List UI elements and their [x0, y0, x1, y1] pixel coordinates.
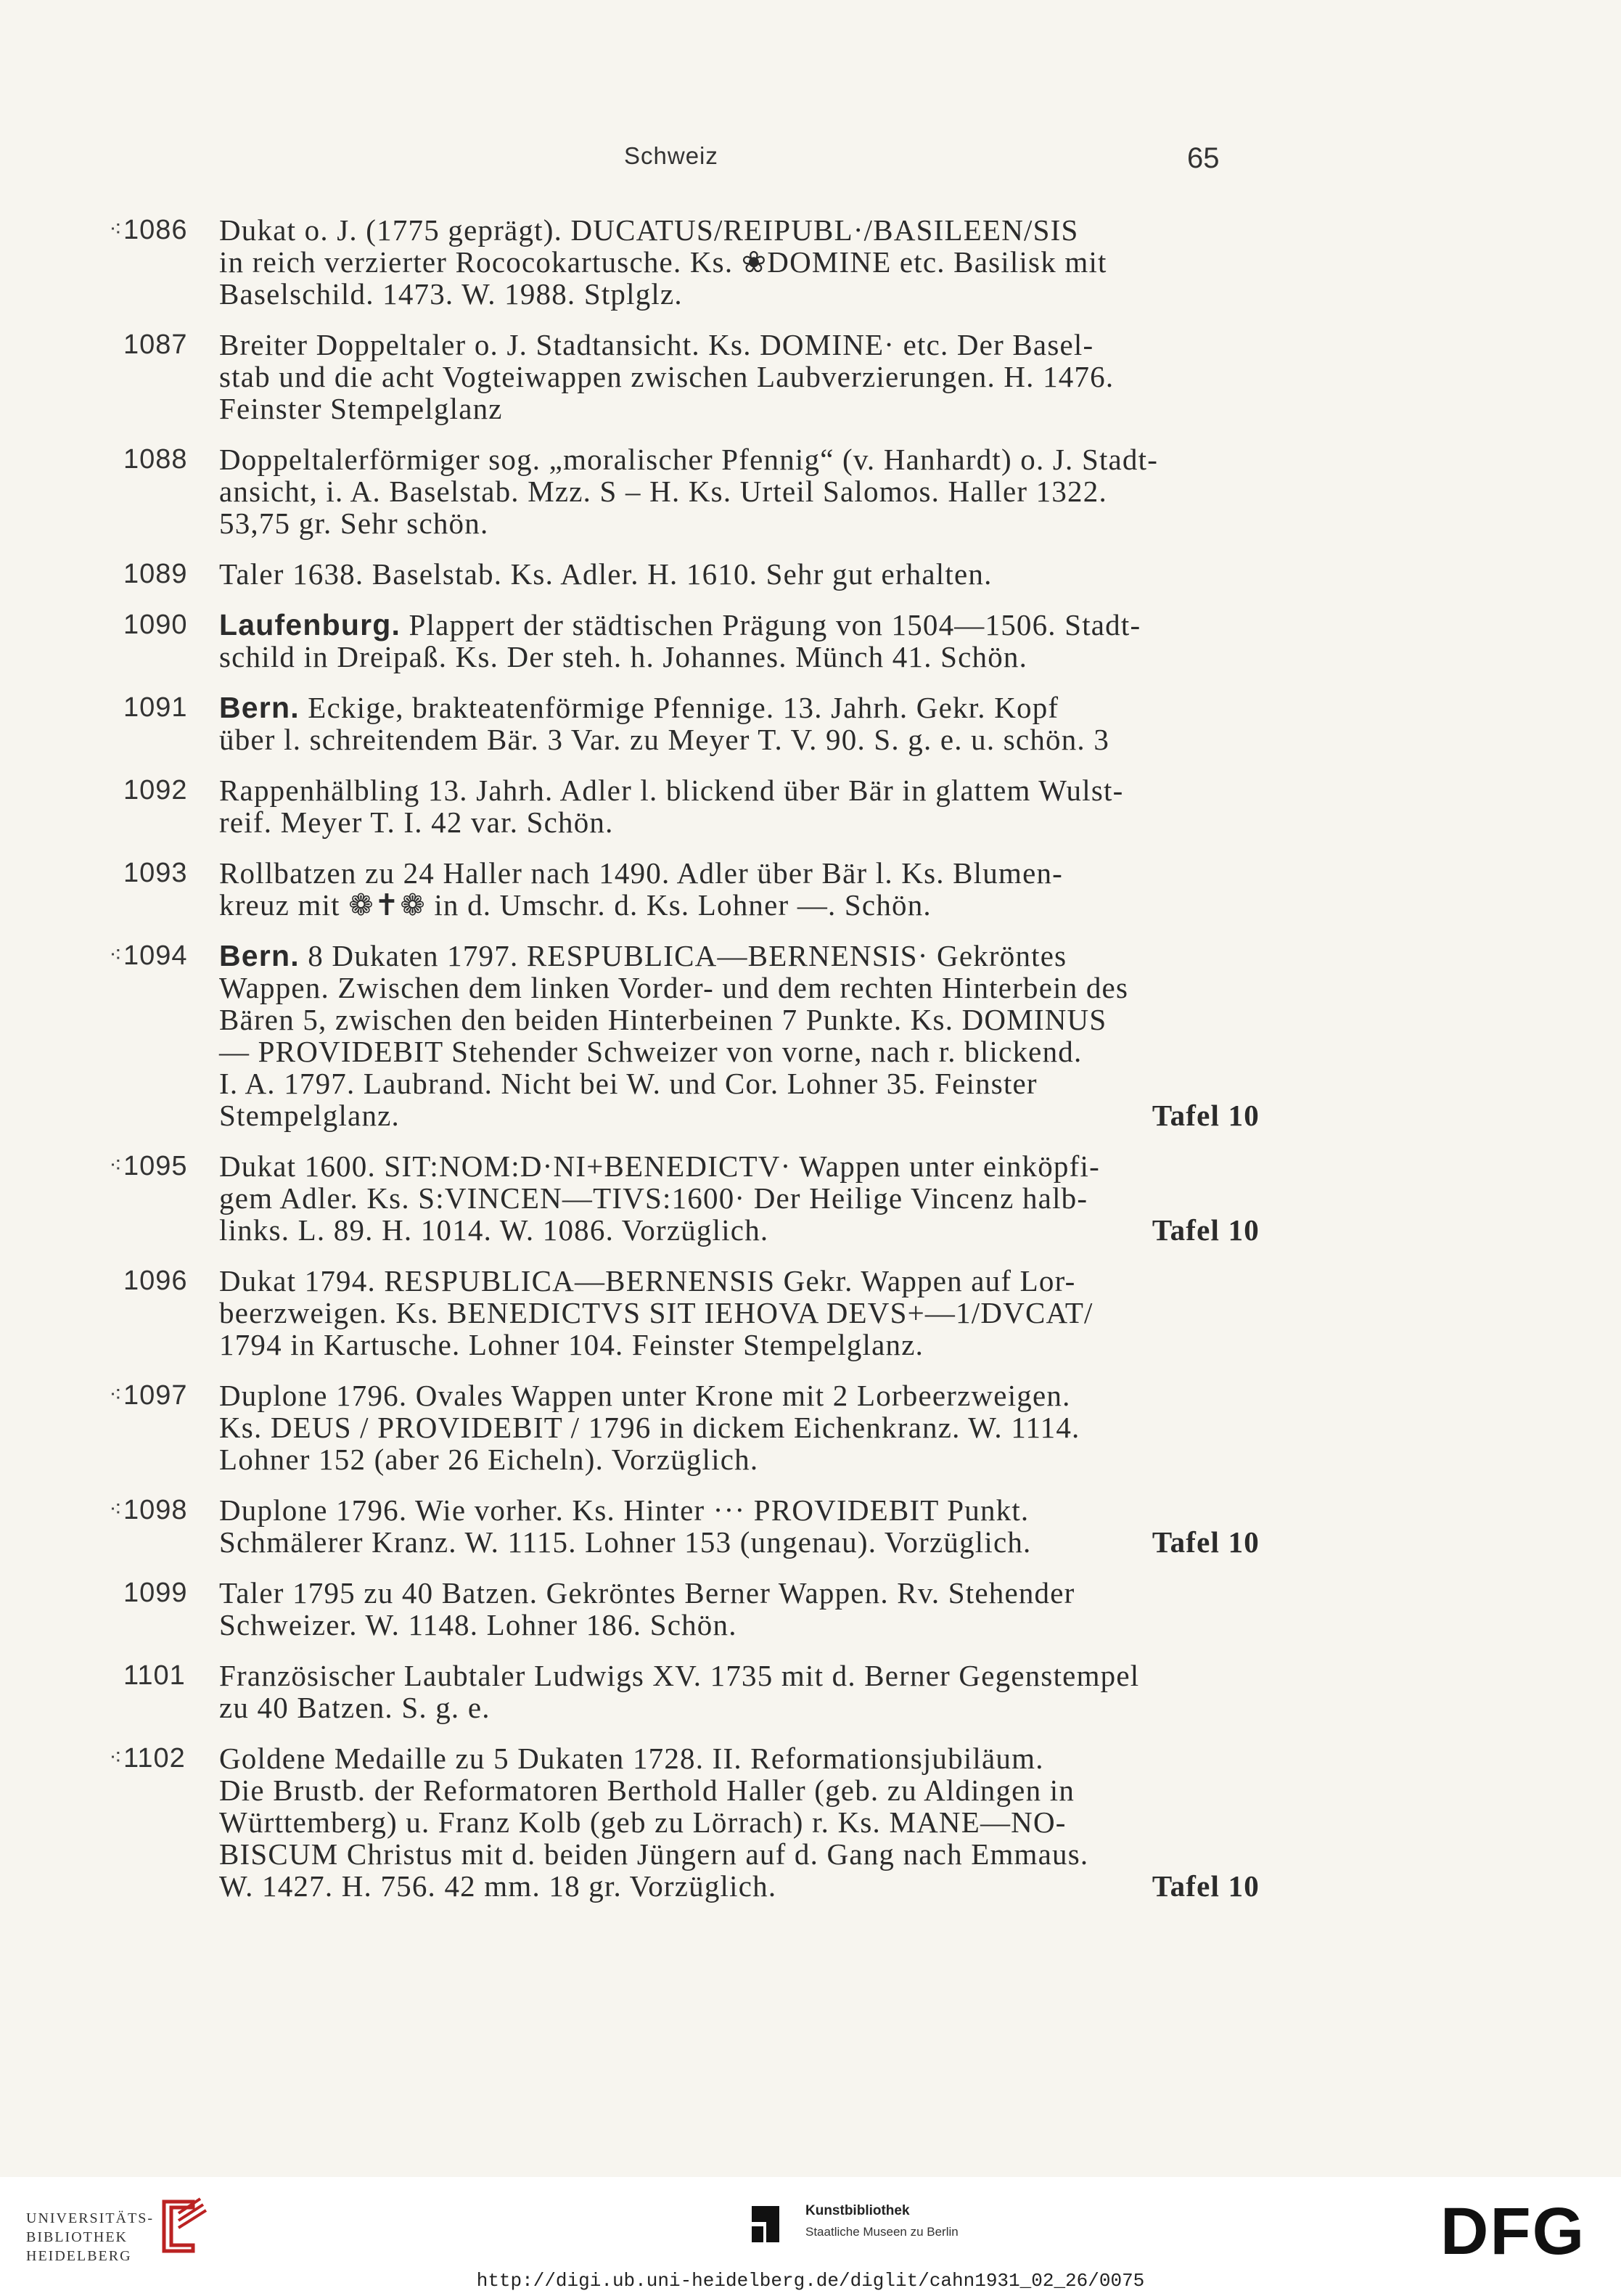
line-text: Doppeltalerförmiger sog. „moralischer Pfennig“ (v. Hanhardt) o. J. Stadt- — [219, 443, 1159, 476]
running-head: Schweiz — [624, 142, 718, 169]
ub-emblem-icon — [142, 2194, 222, 2267]
kunstbibliothek-icon — [742, 2200, 789, 2248]
line-text: Rollbatzen zu 24 Haller nach 1490. Adler über Bär l. Ks. Blumen- — [219, 856, 1064, 890]
description-line — [219, 1411, 1260, 1443]
ub-line-2: BIBLIOTHEK — [26, 2229, 128, 2245]
lot-number: 1094 — [123, 940, 188, 971]
line-text: Duplone 1796. Ovales Wappen unter Krone mit 2 Lorbeerzweigen. — [219, 1379, 1071, 1412]
line-text: I. A. 1797. Laubrand. Nicht bei W. und Cor. Lohner 35. Feinster — [219, 1067, 1038, 1100]
catalog-entry — [99, 857, 1260, 921]
lot-number: 1091 — [123, 692, 188, 723]
description-line — [219, 278, 1260, 310]
lot-number: 1098 — [123, 1495, 188, 1525]
catalog-entry — [99, 558, 1260, 590]
line-text: W. 1427. H. 756. 42 mm. 18 gr. Vorzüglich. — [219, 1869, 777, 1903]
plate-reference: Tafel 10 — [1152, 1099, 1260, 1132]
description-line — [219, 1150, 1260, 1182]
star-marker-icon — [99, 857, 123, 921]
line-text: links. L. 89. H. 1014. W. 1086. Vorzüglich. — [219, 1213, 769, 1247]
star-marker-icon — [99, 558, 123, 590]
lot-number: 1093 — [123, 858, 188, 888]
lot-number: 1090 — [123, 610, 188, 640]
place-heading: Bern. — [219, 939, 300, 972]
line-text: Schmälerer Kranz. W. 1115. Lohner 153 (ungenau). Vorzüglich. — [219, 1525, 1032, 1559]
lot-description — [219, 940, 1260, 1131]
star-marker-icon: ⁖ — [109, 218, 122, 242]
place-heading: Bern. — [219, 691, 300, 724]
star-marker-icon — [99, 1577, 123, 1641]
catalog-entry — [99, 1265, 1260, 1361]
line-text: Baselschild. 1473. W. 1988. Stplglz. — [219, 277, 683, 311]
catalog-entry — [99, 692, 1260, 755]
star-marker-icon: ⁖ — [109, 1498, 122, 1522]
description-line — [219, 214, 1260, 246]
description-line — [219, 1036, 1260, 1067]
lot-number: 1086 — [123, 215, 188, 245]
line-text: Württemberg) u. Franz Kolb (geb zu Lörrach) r. Ks. MANE—NO- — [219, 1805, 1067, 1839]
description-line — [219, 1577, 1260, 1609]
catalog-entries — [99, 214, 1260, 1921]
line-text: Schweizer. W. 1148. Lohner 186. Schön. — [219, 1608, 737, 1641]
catalog-entry — [99, 1742, 1260, 1902]
permalink-url[interactable]: http://digi.ub.uni-heidelberg.de/diglit/cahn1931_02_26/0075 — [476, 2270, 1145, 2292]
star-marker-icon: ⁖ — [109, 1154, 122, 1178]
plate-reference: Tafel 10 — [1152, 1525, 1260, 1559]
description-line — [219, 940, 1260, 972]
star-marker-icon — [99, 443, 123, 539]
line-text: ansicht, i. A. Baselstab. Mzz. S – H. Ks. Urteil Salomos. Haller 1322. — [219, 475, 1107, 508]
description-line — [219, 1182, 1260, 1214]
description-line — [219, 692, 1260, 723]
lot-number: 1099 — [123, 1578, 188, 1608]
catalog-entry — [99, 1577, 1260, 1641]
catalog-entry — [99, 1494, 1260, 1558]
description-line — [219, 1660, 1260, 1692]
ub-line-1: UNIVERSITÄTS- — [26, 2210, 154, 2226]
catalog-entry — [99, 609, 1260, 673]
lot-number: 1097 — [123, 1380, 188, 1411]
star-marker-icon — [99, 1660, 123, 1723]
kunstbibliothek-subtitle: Staatliche Museen zu Berlin — [805, 2225, 959, 2239]
description-line — [219, 1004, 1260, 1036]
place-heading: Laufenburg. — [219, 608, 401, 641]
ub-heidelberg-logo[interactable] — [26, 2194, 200, 2264]
lot-description — [219, 692, 1260, 755]
catalog-entry — [99, 329, 1260, 425]
description-line — [219, 609, 1260, 641]
line-text: Stempelglanz. — [219, 1099, 401, 1132]
plate-reference: Tafel 10 — [1152, 1213, 1260, 1247]
description-line — [219, 1494, 1260, 1526]
star-marker-icon — [99, 774, 123, 838]
line-text: Dukat 1600. SIT:NOM:D·NI+BENEDICTV· Wappen unter einköpfi- — [219, 1149, 1100, 1183]
line-text: Feinster Stempelglanz — [219, 392, 503, 425]
description-line — [219, 1067, 1260, 1099]
line-text: Eckige, brakteatenförmige Pfennige. 13. Jahrh. Gekr. Kopf — [299, 691, 1059, 724]
star-marker-icon: ⁖ — [109, 1383, 122, 1407]
lot-number: 1096 — [123, 1266, 188, 1296]
lot-description — [219, 329, 1260, 425]
lot-description — [219, 214, 1260, 310]
description-line — [219, 443, 1260, 475]
description-line — [219, 1379, 1260, 1411]
dfg-logo[interactable] — [1440, 2202, 1597, 2260]
catalog-entry — [99, 214, 1260, 310]
lot-description — [219, 1660, 1260, 1723]
lot-number: 1101 — [123, 1660, 186, 1691]
lot-description — [219, 1150, 1260, 1246]
page-number: 65 — [1187, 142, 1220, 174]
description-line — [219, 1265, 1260, 1297]
description-line — [219, 393, 1260, 425]
description-line — [219, 1870, 1260, 1902]
line-text: Taler 1795 zu 40 Batzen. Gekröntes Berner Wappen. Rv. Stehender — [219, 1576, 1075, 1610]
description-line — [219, 246, 1260, 278]
lot-description — [219, 857, 1260, 921]
description-line — [219, 1297, 1260, 1329]
star-marker-icon: ⁖ — [109, 1746, 122, 1770]
description-line — [219, 806, 1260, 838]
star-marker-icon — [99, 609, 123, 673]
description-line — [219, 774, 1260, 806]
description-line — [219, 1443, 1260, 1475]
description-line — [219, 507, 1260, 539]
lot-description — [219, 1379, 1260, 1475]
line-text: beerzweigen. Ks. BENEDICTVS SIT IEHOVA DEVS+—1/DVCAT/ — [219, 1296, 1093, 1329]
line-text: Taler 1638. Baselstab. Ks. Adler. H. 1610. Sehr gut erhalten. — [219, 557, 993, 591]
description-line — [219, 1838, 1260, 1870]
description-line — [219, 361, 1260, 393]
line-text: Plappert der städtischen Prägung von 1504—1506. Stadt- — [401, 608, 1141, 641]
line-text: Dukat o. J. (1775 geprägt). DUCATUS/REIPUBL·/BASILEEN/SIS — [219, 213, 1079, 247]
lot-number: 1088 — [123, 444, 188, 475]
catalog-entry — [99, 1150, 1260, 1246]
lot-description — [219, 443, 1260, 539]
lot-description — [219, 609, 1260, 673]
footer — [0, 2177, 1621, 2296]
description-line — [219, 972, 1260, 1004]
description-line — [219, 1609, 1260, 1641]
plate-reference: Tafel 10 — [1152, 1869, 1260, 1903]
star-marker-icon: ⁖ — [109, 943, 122, 967]
description-line — [219, 329, 1260, 361]
star-marker-icon — [99, 329, 123, 425]
line-text: Ks. DEUS / PROVIDEBIT / 1796 in dickem Eichenkranz. W. 1114. — [219, 1411, 1080, 1444]
line-text: 53,75 gr. Sehr schön. — [219, 507, 489, 540]
description-line — [219, 889, 1260, 921]
star-marker-icon — [99, 692, 123, 755]
description-line — [219, 1099, 1260, 1131]
line-text: kreuz mit ❁✝❁ in d. Umschr. d. Ks. Lohner —. Schön. — [219, 888, 932, 922]
lot-number: 1102 — [123, 1743, 186, 1774]
line-text: stab und die acht Vogteiwappen zwischen Laubverzierungen. H. 1476. — [219, 360, 1115, 393]
lot-number: 1092 — [123, 775, 188, 805]
line-text: in reich verzierter Rococokartusche. Ks. ❀DOMINE etc. Basilisk mit — [219, 245, 1107, 279]
lot-number: 1087 — [123, 329, 188, 360]
lot-description — [219, 1742, 1260, 1902]
line-text: schild in Dreipaß. Ks. Der steh. h. Johannes. Münch 41. Schön. — [219, 640, 1028, 673]
lot-description — [219, 774, 1260, 838]
line-text: Französischer Laubtaler Ludwigs XV. 1735 mit d. Berner Gegenstempel — [219, 1659, 1140, 1692]
lot-description — [219, 1577, 1260, 1641]
lot-description — [219, 558, 1260, 590]
line-text: Rappenhälbling 13. Jahrh. Adler l. blickend über Bär in glattem Wulst- — [219, 774, 1124, 807]
catalog-entry — [99, 443, 1260, 539]
description-line — [219, 1329, 1260, 1361]
description-line — [219, 475, 1260, 507]
catalog-entry — [99, 1379, 1260, 1475]
line-text: Duplone 1796. Wie vorher. Ks. Hinter ··· PROVIDEBIT Punkt. — [219, 1493, 1030, 1527]
description-line — [219, 1214, 1260, 1246]
lot-number: 1095 — [123, 1151, 188, 1181]
dfg-text: DFG — [1440, 2202, 1586, 2260]
description-line — [219, 1806, 1260, 1838]
kunstbibliothek-title: Kunstbibliothek — [805, 2203, 910, 2218]
line-text: Lohner 152 (aber 26 Eicheln). Vorzüglich. — [219, 1443, 759, 1476]
lot-description — [219, 1265, 1260, 1361]
line-text: Breiter Doppeltaler o. J. Stadtansicht. Ks. DOMINE· etc. Der Basel- — [219, 328, 1094, 361]
description-line — [219, 723, 1260, 755]
description-line — [219, 857, 1260, 889]
description-line — [219, 1742, 1260, 1774]
line-text: Goldene Medaille zu 5 Dukaten 1728. II. Reformationsjubiläum. — [219, 1742, 1044, 1775]
line-text: — PROVIDEBIT Stehender Schweizer von vorne, nach r. blickend. — [219, 1035, 1083, 1068]
line-text: über l. schreitendem Bär. 3 Var. zu Meyer T. V. 90. S. g. e. u. schön. 3 — [219, 723, 1110, 756]
line-text: Wappen. Zwischen dem linken Vorder- und dem rechten Hinterbein des — [219, 971, 1129, 1004]
line-text: 8 Dukaten 1797. RESPUBLICA—BERNENSIS· Gekröntes — [299, 939, 1067, 972]
line-text: reif. Meyer T. I. 42 var. Schön. — [219, 805, 614, 839]
description-line — [219, 1692, 1260, 1723]
description-line — [219, 1774, 1260, 1806]
line-text: zu 40 Batzen. S. g. e. — [219, 1691, 491, 1724]
kunstbibliothek-logo[interactable] — [742, 2200, 988, 2251]
catalog-entry — [99, 940, 1260, 1131]
description-line — [219, 641, 1260, 673]
catalog-entry — [99, 774, 1260, 838]
line-text: gem Adler. Ks. S:VINCEN—TIVS:1600· Der Heilige Vincenz halb- — [219, 1181, 1088, 1215]
lot-number: 1089 — [123, 559, 188, 589]
line-text: BISCUM Christus mit d. beiden Jüngern auf d. Gang nach Emmaus. — [219, 1837, 1089, 1871]
ub-line-3: HEIDELBERG — [26, 2248, 132, 2264]
line-text: Bären 5, zwischen den beiden Hinterbeinen 7 Punkte. Ks. DOMINUS — [219, 1003, 1107, 1036]
line-text: 1794 in Kartusche. Lohner 104. Feinster Stempelglanz. — [219, 1328, 924, 1361]
lot-description — [219, 1494, 1260, 1558]
star-marker-icon — [99, 1265, 123, 1361]
catalog-entry — [99, 1660, 1260, 1723]
description-line — [219, 1526, 1260, 1558]
line-text: Dukat 1794. RESPUBLICA—BERNENSIS Gekr. Wappen auf Lor- — [219, 1264, 1076, 1297]
line-text: Die Brustb. der Reformatoren Berthold Haller (geb. zu Aldingen in — [219, 1774, 1075, 1807]
description-line — [219, 558, 1260, 590]
